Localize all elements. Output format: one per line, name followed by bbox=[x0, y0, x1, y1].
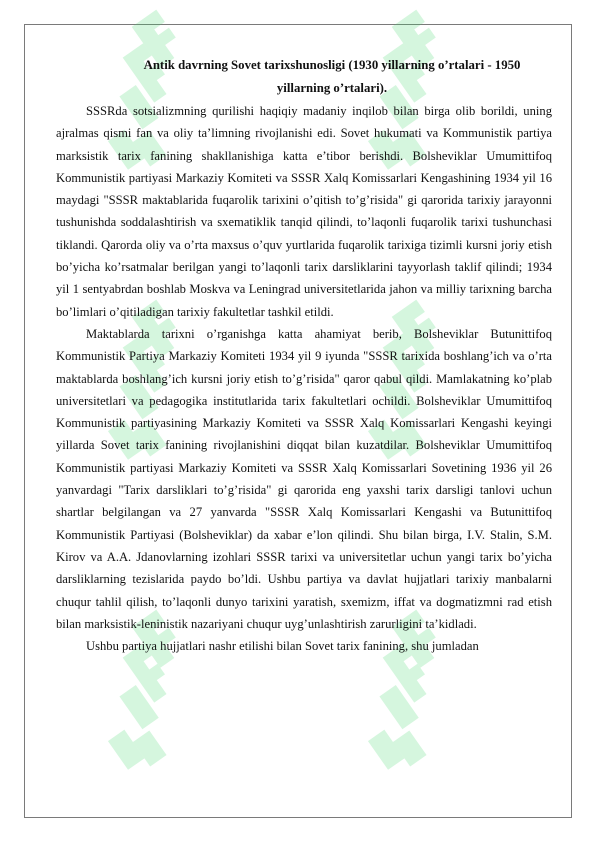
paragraph-3: Ushbu partiya hujjatlari nashr etilishi bilan Sovet tarix fanining, shu jumladan bbox=[86, 639, 479, 654]
paragraph-2: Maktablarda tarixni o’rganishga katta ahamiyat berib, Bolsheviklar Butunittifoq Kommunistik Partiya Markaziy Komiteti 1934 yil 9 iyunda "SSSR tarixida boshlang’ich va o’rta maktablarda boshlang’ich kursni joriy etish to’g’risida" qaror qabul qildi. Mamlakatning ko’plab universitetlari va pedagogika institutlarida tarix fakultetlari ochildi. Bolsheviklar Umumittifoq Kommunistik partiyasining Markaziy Komiteti va SSSR Xalq Komissarlari Kengashi keyingi yillarda Sovet tarix fanining rivojlanishini diqqat bilan kuzatdilar. Bolsheviklar Umumittifoq Kommunistik partiyasi Markaziy Komiteti va SSSR Xalq Komissarlari Sovetining 1936 yil 26 yanvardagi "Tarix darsliklari to’g’risida" gi qarorida eng yaxshi tarix darsligi tanlovi uchun shartlar belgilangan va 27 yanvarda "SSSR Xalq Komissarlari Kengashi va Butunittifoq Kommunistik Partiyasi (Bolsheviklar) da xabar e’lon qilindi. Shu bilan birga, I.V. Stalin, S.M. Kirov va A.A. Jdanovlarning izohlari SSSR tarixi va universitetlar uchun yangi tarix bo’yicha darsliklarning tezislarida paydo bo’ldi. Ushbu partiya va davlat hujjatlari tarixiy manbalarni chuqur tahlil qilish, to’laqonli dunyo tarixini yaratish, sxemizm, iffat va dogmatizmni rad etish bilan marksistik-leninistik nazariyani chuqur uyg’unlashtirish zarurligini ta’kidladi. bbox=[56, 326, 552, 631]
title-line-1: Antik davrning Sovet tarixshunosligi (1930 yillarning o’rtalari - 1950 bbox=[143, 58, 521, 72]
title-line-2: yillarning o’rtalari). bbox=[276, 81, 388, 95]
paragraph-1: SSSRda sotsializmning qurilishi haqiqiy madaniy inqilob bilan birga olib borildi, uning ajralmas qismi fan va oliy ta’limning rivojlanishi edi. Sovet hukumati va Kommunistik partiya marksistik tarix fanining shakllanishiga katta e’tibor berishdi. Bolsheviklar Umumittifoq Kommunistik partiyasi Markaziy Komiteti va SSSR Xalq Komissarlari Kengashining 1934 yil 16 maydagi "SSSR maktablarida fuqarolik tarixini o’qitish to’g’risida" gi qarorida tarixiy jarayonni tushunishda soddalashtirish va sxematiklik tanqid qilindi, to’laqonli fuqarolik tarixi tushunchasi tiklandi. Qarorda oliy va o’rta maxsus o’quv yurtlarida fuqarolik tarixiga tizimli kursni joriy etish bo’yicha ko’rsatmalar berilgan yangi to’laqonli tarix darsliklarini tayyorlash taklif qilindi; 1934 yil 1 sentyabrdan boshlab Moskva va Leningrad universitetlarida jahon va milliy tarixning barcha bo’limlari o’qitiladigan tarixiy fakultetlar tashkil etildi. bbox=[56, 104, 552, 319]
document-title bbox=[56, 54, 552, 100]
document-body bbox=[56, 54, 552, 657]
